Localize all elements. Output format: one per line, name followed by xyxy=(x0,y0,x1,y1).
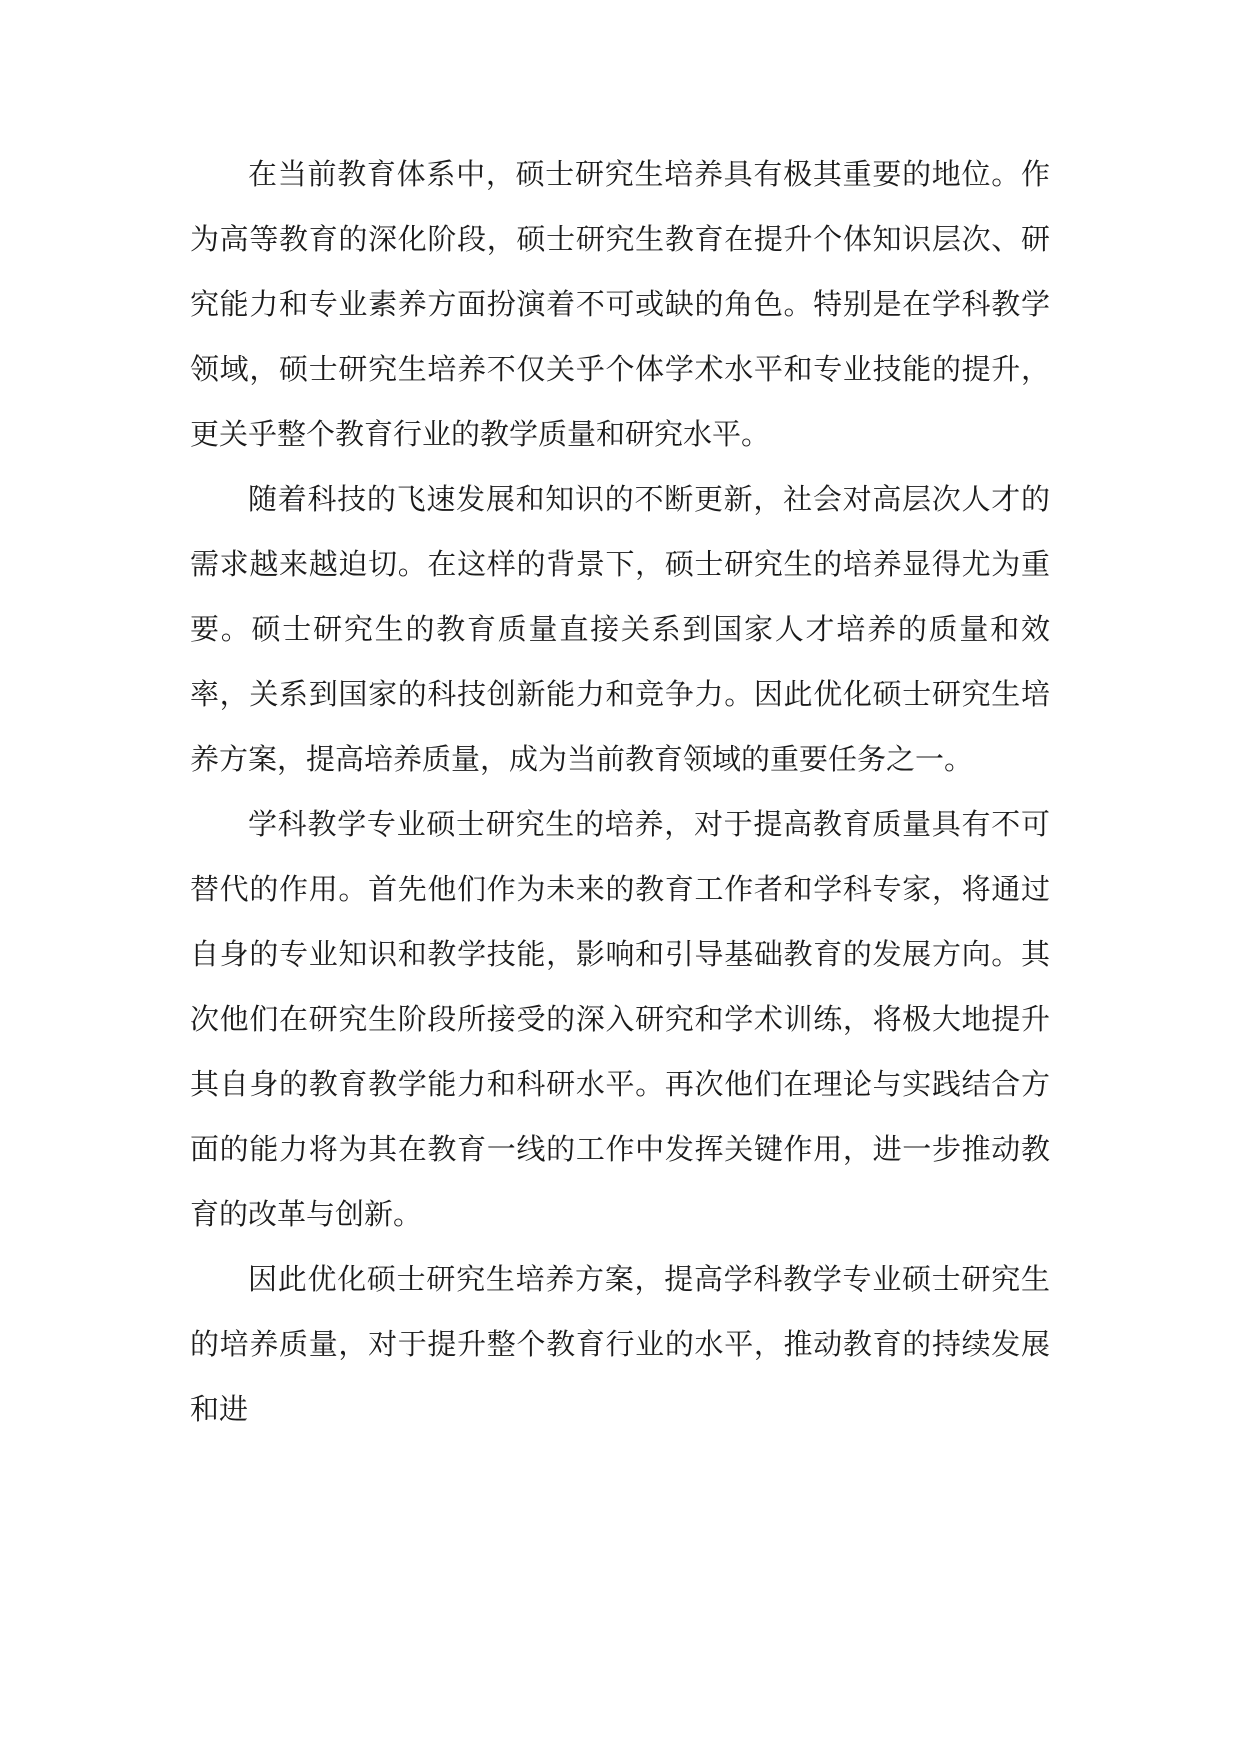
paragraph-2: 随着科技的飞速发展和知识的不断更新，社会对高层次人才的需求越来越迫切。在这样的背景下，硕士研究生的培养显得尤为重要。硕士研究生的教育质量直接关系到国家人才培养的质量和效率，关系到国家的科技创新能力和竞争力。因此优化硕士研究生培养方案，提高培养质量，成为当前教育领域的重要任务之一。 xyxy=(190,482,1050,776)
paragraph-1: 在当前教育体系中，硕士研究生培养具有极其重要的地位。作为高等教育的深化阶段，硕士研究生教育在提升个体知识层次、研究能力和专业素养方面扮演着不可或缺的角色。特别是在学科教学领域，硕士研究生培养不仅关乎个体学术水平和专业技能的提升，更关乎整个教育行业的教学质量和研究水平。 xyxy=(190,157,1050,451)
paragraph-3: 学科教学专业硕士研究生的培养，对于提高教育质量具有不可替代的作用。首先他们作为未来的教育工作者和学科专家，将通过自身的专业知识和教学技能，影响和引导基础教育的发展方向。其次他们在研究生阶段所接受的深入研究和学术训练，将极大地提升其自身的教育教学能力和科研水平。再次他们在理论与实践结合方面的能力将为其在教育一线的工作中发挥关键作用，进一步推动教育的改革与创新。 xyxy=(190,807,1050,1231)
document-body xyxy=(190,142,1050,1442)
paragraph-4: 因此优化硕士研究生培养方案，提高学科教学专业硕士研究生的培养质量，对于提升整个教育行业的水平，推动教育的持续发展和进 xyxy=(190,1262,1050,1426)
